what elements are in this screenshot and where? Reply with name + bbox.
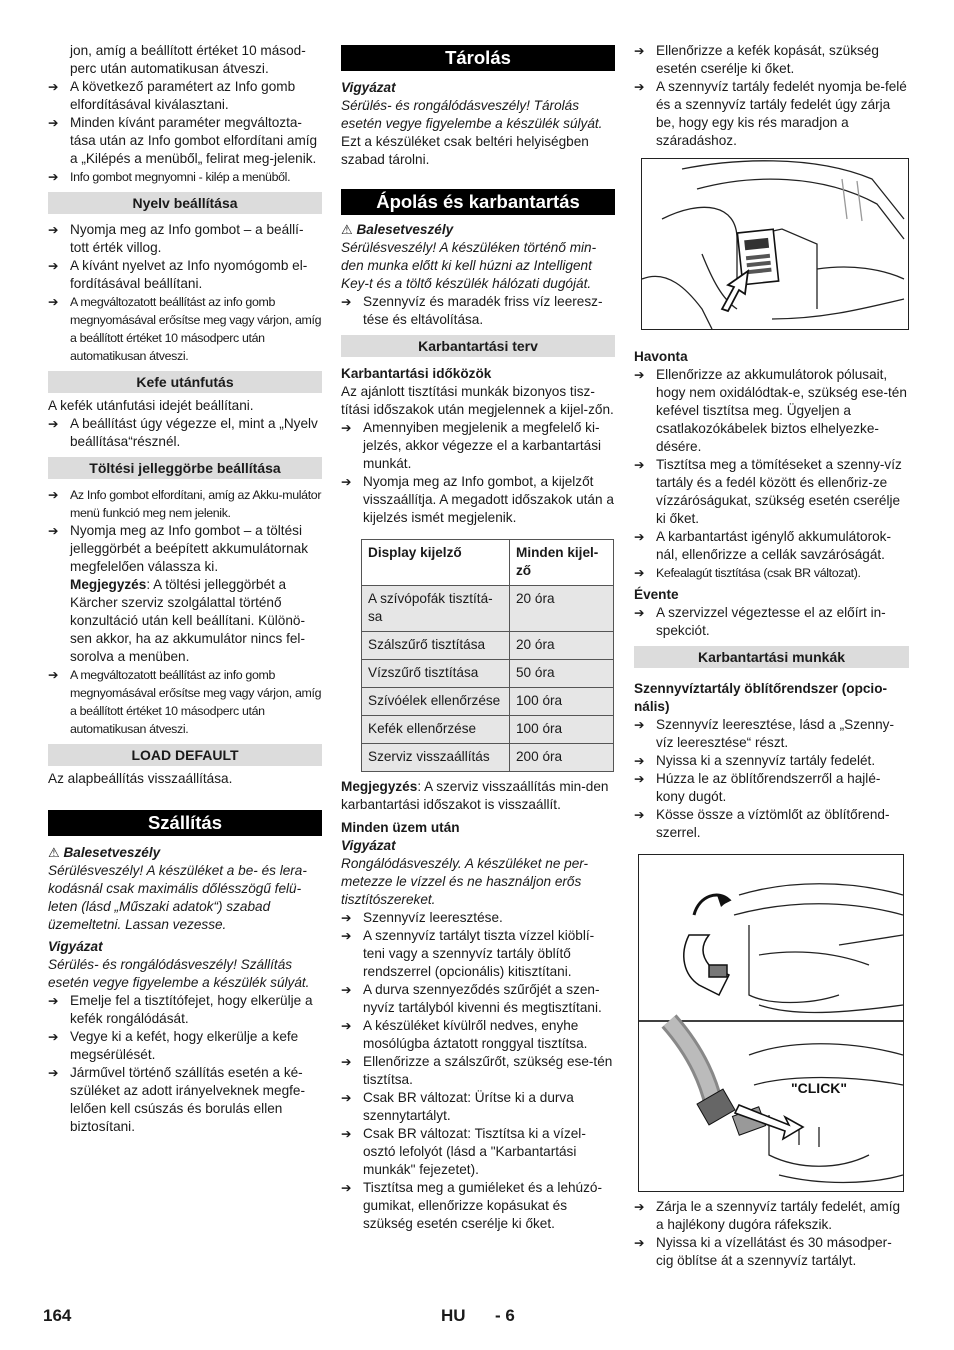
arrow-icon: ➔ bbox=[341, 1181, 352, 1195]
arrow-icon: ➔ bbox=[634, 530, 645, 544]
caution-text: Sérülés- és rongálódásveszély! Tárolás esetén vegye figyelembe a készülék súlyát. bbox=[341, 98, 603, 131]
arrow-icon: ➔ bbox=[634, 458, 645, 472]
sub-page-number: - 6 bbox=[495, 1306, 515, 1325]
table-cell: 200 óra bbox=[510, 744, 614, 772]
list-item: ➔ A megváltozatott beállítást az info gomb megnyomásával erősítse meg vagy várjon, amíg a beállított értéket 10 másodperc után automatikusan átveszi. bbox=[48, 295, 322, 363]
maintenance-table bbox=[361, 539, 614, 772]
table-row bbox=[362, 688, 614, 716]
arrow-icon: ➔ bbox=[634, 80, 645, 94]
table-row bbox=[362, 586, 614, 632]
list-item: ➔ Kefealagút tisztítása (csak BR változat). bbox=[634, 566, 861, 580]
warning-label: ⚠ Balesetveszély bbox=[48, 845, 161, 860]
table-cell: Szerviz visszaállítás bbox=[362, 744, 510, 772]
list-item: ➔ Emelje fel a tisztítófejet, hogy elkerülje a kefék rongálódását. bbox=[48, 993, 313, 1026]
list-item: ➔ A durva szennyeződés szűrőjét a szen-nyvíz tartályból kivenni és megtisztítani. bbox=[341, 982, 602, 1015]
table-cell: Kefék ellenőrzése bbox=[362, 716, 510, 744]
arrow-icon: ➔ bbox=[341, 929, 352, 943]
table-cell: Vízszűrő tisztítása bbox=[362, 660, 510, 688]
list-item: ➔ Vegye ki a kefét, hogy elkerülje a kefe megsérülését. bbox=[48, 1029, 299, 1062]
subheading: Szennyvíztartály öblítőrendszer (opcio-nális) bbox=[634, 681, 888, 714]
subheading: Minden üzem után bbox=[341, 820, 460, 835]
list-item: ➔ Szennyvíz leeresztése, lásd a „Szenny-víz leeresztése“ részt. bbox=[634, 717, 895, 750]
list-item: ➔ A karbantartást igénylő akkumulátorok-nál, ellenőrizze a cellák savzáróságát. bbox=[634, 529, 891, 562]
list-item: ➔ A következő paramétert az Info gomb elfordításával kiválasztani. bbox=[48, 79, 296, 112]
list-item: ➔ Csak BR változat: Ürítse ki a durva szennytartályt. bbox=[341, 1090, 574, 1123]
list-item: ➔ Csak BR változat: Tisztítsa ki a vízel-osztó lefolyót (lásd a "Karbantartási munkák" fejezetet). bbox=[341, 1126, 586, 1177]
table-row bbox=[362, 744, 614, 772]
arrow-icon: ➔ bbox=[341, 421, 352, 435]
table-header-row bbox=[362, 540, 614, 586]
list-item: ➔ Nyomja meg az Info gombot, a kijelzőt visszaállítja. A megadott időszakok után a kijelzés ismét megjelenik. bbox=[341, 474, 614, 525]
arrow-icon: ➔ bbox=[48, 994, 59, 1008]
paragraph: Ezt a készüléket csak beltéri helyiségben szabad tárolni. bbox=[341, 134, 589, 167]
table-cell: A szívópofák tisztítá-sa bbox=[362, 586, 510, 632]
list-item: ➔ Kösse össze a víztömlőt az öblítőrend-szerrel. bbox=[634, 807, 890, 840]
table-row bbox=[362, 716, 614, 744]
table-row bbox=[362, 632, 614, 660]
list-item: ➔ Szennyvíz leeresztése. bbox=[341, 910, 503, 925]
arrow-icon: ➔ bbox=[48, 259, 59, 273]
column-3-bottom bbox=[634, 1198, 909, 1270]
table-header-cell: Minden kijel-ző bbox=[510, 540, 614, 586]
section-heading: Töltési jelleggörbe beállítása bbox=[48, 457, 322, 479]
tank-lid-figure bbox=[641, 158, 909, 330]
list-item: ➔ Ellenőrizze a kefék kopását, szükség esetén cserélje ki őket. bbox=[634, 43, 879, 76]
section-heading: LOAD DEFAULT bbox=[48, 744, 322, 766]
column-1 bbox=[48, 42, 322, 1136]
list-item: ➔ A szennyvíz tartály fedelét nyomja be-felé és a szennyvíz tartály fedelét úgy zárja be, hogy egy kis rés maradjon a száradáshoz. bbox=[634, 79, 907, 148]
list-item: ➔ A megváltozatott beállítást az info gomb megnyomásával erősítse meg vagy várjon, amíg a beállított értéket 10 másodperc után automatikusan átveszi. bbox=[48, 668, 322, 736]
arrow-icon: ➔ bbox=[48, 223, 59, 237]
tank-lid-illustration bbox=[642, 159, 908, 329]
list-item: ➔ A beállítást úgy végezze el, mint a „Nyelv beállítása“résznél. bbox=[48, 416, 318, 449]
arrow-icon: ➔ bbox=[634, 1200, 645, 1214]
arrow-icon: ➔ bbox=[48, 417, 59, 431]
flushing-system-figure bbox=[638, 854, 904, 1192]
caution-label: Vigyázat bbox=[341, 80, 396, 95]
arrow-icon: ➔ bbox=[48, 295, 59, 309]
list-item: ➔ Nyomja meg az Info gombot – a beállí-tott érték villog. bbox=[48, 222, 304, 255]
warning-icon: ⚠ bbox=[48, 845, 60, 860]
arrow-icon: ➔ bbox=[634, 566, 645, 580]
warning-label: ⚠ Balesetveszély bbox=[341, 222, 454, 237]
caution-label: Vigyázat bbox=[48, 939, 103, 954]
warning-icon: ⚠ bbox=[341, 222, 353, 237]
arrow-icon: ➔ bbox=[634, 754, 645, 768]
subheading: Karbantartási időközök bbox=[341, 366, 492, 381]
section-heading: Karbantartási terv bbox=[341, 335, 615, 357]
chapter-heading: Tárolás bbox=[341, 45, 615, 71]
note: Megjegyzés: A szerviz visszaállítás min-den karbantartási időszakot is visszaállít. bbox=[341, 779, 609, 812]
arrow-icon: ➔ bbox=[48, 116, 59, 130]
arrow-icon: ➔ bbox=[48, 1030, 59, 1044]
subheading: Évente bbox=[634, 587, 679, 602]
arrow-icon: ➔ bbox=[634, 808, 645, 822]
page-number: 164 bbox=[43, 1306, 72, 1325]
table-cell: Szálszűrő tisztítása bbox=[362, 632, 510, 660]
list-item: ➔ A készüléket kívülről nedves, enyhe mosólúgba áztatott ronggyal tisztítsa. bbox=[341, 1018, 588, 1051]
subheading: Havonta bbox=[634, 349, 688, 364]
list-item: ➔ Nyissa ki a vízellátást és 30 másodper-cig öblítse át a szennyvíz tartályt. bbox=[634, 1235, 892, 1268]
arrow-icon: ➔ bbox=[341, 295, 352, 309]
table-row bbox=[362, 660, 614, 688]
arrow-icon: ➔ bbox=[48, 668, 59, 682]
arrow-icon: ➔ bbox=[341, 1127, 352, 1141]
arrow-icon: ➔ bbox=[341, 911, 352, 925]
list-item: ➔ Tisztítsa meg a tömítéseket a szenny-víz tartály és a fedél között és ellenőriz-ze vízzáróságukat, szükség esetén cserélje ki őket. bbox=[634, 457, 902, 526]
arrow-icon: ➔ bbox=[48, 80, 59, 94]
arrow-icon: ➔ bbox=[341, 983, 352, 997]
table-cell: Szívóélek ellenőrzése bbox=[362, 688, 510, 716]
arrow-icon: ➔ bbox=[48, 170, 59, 184]
paragraph: Az ajánlott tisztítási munkák bizonyos tisz-títási időszakok után megjelennek a kijel-zőn. bbox=[341, 384, 614, 417]
warning-text: Sérülésveszély! A készüléket a be- és lera-kodásnál csak maximális dőlésszögű felü-leten (lásd „Műszaki adatok“) szabad üzemeltetni. Lassan vezesse. bbox=[48, 863, 307, 932]
list-item: ➔ Amennyiben megjelenik a megfelelő ki-jelzés, akkor végezze el a karbantartási munkát. bbox=[341, 420, 602, 471]
arrow-icon: ➔ bbox=[634, 772, 645, 786]
list-item: ➔ Ellenőrizze a szálszűrőt, szükség ese-tén tisztítsa. bbox=[341, 1054, 613, 1087]
language-code: HU bbox=[441, 1306, 466, 1325]
flushing-system-illustration bbox=[639, 855, 903, 1191]
arrow-icon: ➔ bbox=[634, 606, 645, 620]
paragraph: Az alapbeállítás visszaállítása. bbox=[48, 771, 233, 786]
list-item: ➔ Nyomja meg az Info gombot – a töltési jelleggörbét a beépített akkumulátornak megfelelően válassza ki. Megjegyzés: A töltési jelleggörbét a Kärcher szerviz szolgálattal történő konzultáció után kell beállítani. Különö-sen akkor, ha az akkumulátor nincs fel-sorolva a menüben. bbox=[48, 523, 309, 664]
list-item: jon, amíg a beállított értéket 10 másod-perc után automatikusan átveszi. bbox=[70, 43, 306, 76]
table-cell: 20 óra bbox=[510, 586, 614, 632]
paragraph: A kefék utánfutási idejét beállítani. bbox=[48, 398, 254, 413]
table-cell: 50 óra bbox=[510, 660, 614, 688]
caution-text: Rongálódásveszély. A készüléket ne per-metezze le vízzel és ne használjon erős tisztítószereket. bbox=[341, 856, 589, 907]
table-cell: 20 óra bbox=[510, 632, 614, 660]
list-item: ➔ A kívánt nyelvet az Info nyomógomb el-fordításával beállítani. bbox=[48, 258, 308, 291]
section-heading: Kefe utánfutás bbox=[48, 371, 322, 393]
arrow-icon: ➔ bbox=[341, 1091, 352, 1105]
caution-text: Sérülés- és rongálódásveszély! Szállítás esetén vegye figyelembe a készülék súlyát. bbox=[48, 957, 310, 990]
arrow-icon: ➔ bbox=[341, 1019, 352, 1033]
section-heading: Karbantartási munkák bbox=[634, 646, 909, 668]
push-arrow-icon bbox=[722, 271, 748, 311]
list-item: ➔ Info gombot megnyomni - kilép a menüből. bbox=[48, 170, 291, 184]
list-item: ➔ Ellenőrizze az akkumulátorok pólusait, hogy nem oxidálódtak-e, szükség ese-tén kefével tisztítsa meg. Ügyeljen a csatlakozókábelek biztos elhelyezke-désére. bbox=[634, 367, 907, 454]
arrow-icon: ➔ bbox=[48, 1066, 59, 1080]
warning-text: Sérülésveszély! A készüléken történő min-den munka előtt ki kell húzni az Intelligent Key-t és a töltő készülék hálózati dugóját. bbox=[341, 240, 597, 291]
list-item: ➔ Nyissa ki a szennyvíz tartály fedelét. bbox=[634, 753, 876, 768]
list-item: ➔ A szennyvíz tartályt tiszta vízzel kiöblí-teni vagy a szennyvíz tartály öblítő rendszerrel (opcionális) kitisztítani. bbox=[341, 928, 595, 979]
column-2 bbox=[341, 45, 615, 1233]
arrow-icon: ➔ bbox=[634, 1236, 645, 1250]
list-item: ➔ Tisztítsa meg a gumiéleket és a lehúzó-gumikat, ellenőrizze kopásukat és szükség esetén cserélje ki őket. bbox=[341, 1180, 603, 1231]
arrow-icon: ➔ bbox=[48, 524, 59, 538]
arrow-icon: ➔ bbox=[341, 475, 352, 489]
chapter-heading: Szállítás bbox=[48, 810, 322, 836]
chapter-heading: Ápolás és karbantartás bbox=[341, 189, 615, 215]
arrow-icon: ➔ bbox=[634, 44, 645, 58]
arrow-icon: ➔ bbox=[48, 488, 59, 502]
caution-label: Vigyázat bbox=[341, 838, 396, 853]
section-heading: Nyelv beállítása bbox=[48, 192, 322, 214]
list-item: ➔ Járművel történő szállítás esetén a ké-szüléket az adott irányelveknek megfe-lelően kell csúszás és borulás ellen biztosítani. bbox=[48, 1065, 305, 1134]
table-cell: 100 óra bbox=[510, 688, 614, 716]
arrow-icon: ➔ bbox=[341, 1055, 352, 1069]
arrow-icon: ➔ bbox=[634, 718, 645, 732]
table-header-cell: Display kijelző bbox=[362, 540, 510, 586]
list-item: ➔ Az Info gombot elfordítani, amíg az Akku-mulátor menü funkció meg nem jelenik. bbox=[48, 488, 322, 520]
list-item: ➔ Minden kívánt paraméter megváltozta-tása után az Info gombot elfordítani amíg a „Kilépés a menüből„ felirat meg-jelenik. bbox=[48, 115, 318, 166]
click-label: "CLICK" bbox=[791, 1080, 848, 1096]
list-item: ➔ Zárja le a szennyvíz tartály fedelét, amíg a hajlékony dugóra ráfekszik. bbox=[634, 1199, 901, 1232]
list-item: ➔ Húzza le az öblítőrendszerről a hajlé-kony dugót. bbox=[634, 771, 881, 804]
list-item: ➔ Szennyvíz és maradék friss víz leeresz-tése és eltávolítása. bbox=[341, 294, 603, 327]
table-cell: 100 óra bbox=[510, 716, 614, 744]
arrow-icon: ➔ bbox=[634, 368, 645, 382]
list-item: ➔ A szervizzel végeztesse el az előírt in-spekciót. bbox=[634, 605, 886, 638]
